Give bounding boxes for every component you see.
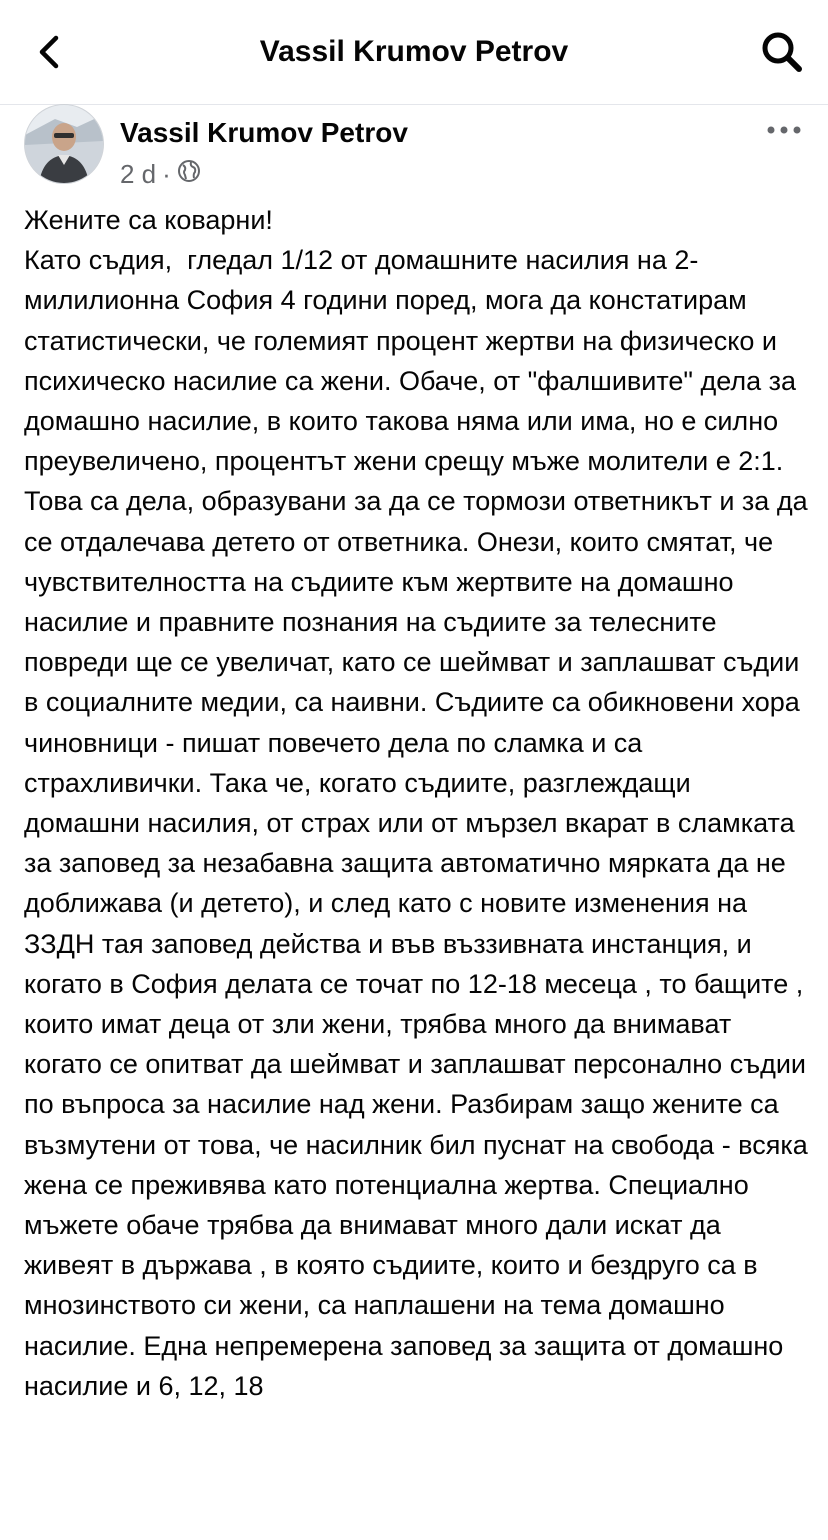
search-button[interactable] [756,28,808,80]
author-name[interactable]: Vassil Krumov Petrov [120,117,408,148]
post-header [0,104,828,200]
post-meta [120,156,201,192]
more-options-button[interactable] [764,116,804,144]
avatar[interactable] [24,104,104,184]
more-horizontal-icon [767,121,801,139]
post-time[interactable]: 2 d [120,158,157,189]
globe-icon [177,159,201,190]
search-icon [760,30,804,79]
page-title: Vassil Krumov Petrov [259,35,569,68]
post-text: Жените са коварни! Като съдия, гледал 1/12 от домашните насилия на 2-милилионна София 4 години поред, мога да констатирам статистически, че големият процент жертви на физическо и психическо насилие са жени. Обаче, от "фалшивите" дела за домашно насилие, в които такова няма или има, но е силно преувеличено, процентът жени срещу мъже молители е 2:1. Това са дела, образувани за да се тормози ответникът и за да се отдалечава детето от ответника. Онези, които смятат, че чувствителността на съдиите към жертвите на домашно насилие и правните познания на съдиите за телесните повреди ще се увеличат, като се шеймват и заплашват съдии в социалните медии, са наивни. Съдиите са обикновени хора чиновници - пишат повечето дела по сламка и са страхливички. Така че, когато съдиите, разглеждащи домашни насилия, от страх или от мързел вкарат в сламката за заповед за незабавна защита автоматично мярката да не доближава (и детето), и след като с новите изменения на ЗЗДН тая заповед действа и във въззивната инстанция, и когато в София делата се точат по 12-18 месеца , то бащите , които имат деца от зли жени, трябва много да внимават когато се опитват да шеймват и заплашват персонално съдии по въпроса за насилие над жени. Разбирам защо жените са възмутени от това, че насилник бил пуснат на свобода - всяка жена се преживява като потенциална жертва. Специално мъжете обаче трябва да внимават много дали искат да живеят в държава , в която съдиите, които и бездруго са в мнозинството си жени, са наплашени на тема домашно насилие. Една непремерена заповед за защита от домашно насилие и 6, 12, 18 [24,205,808,1401]
top-bar [0,0,828,105]
meta-separator: · [162,158,171,189]
